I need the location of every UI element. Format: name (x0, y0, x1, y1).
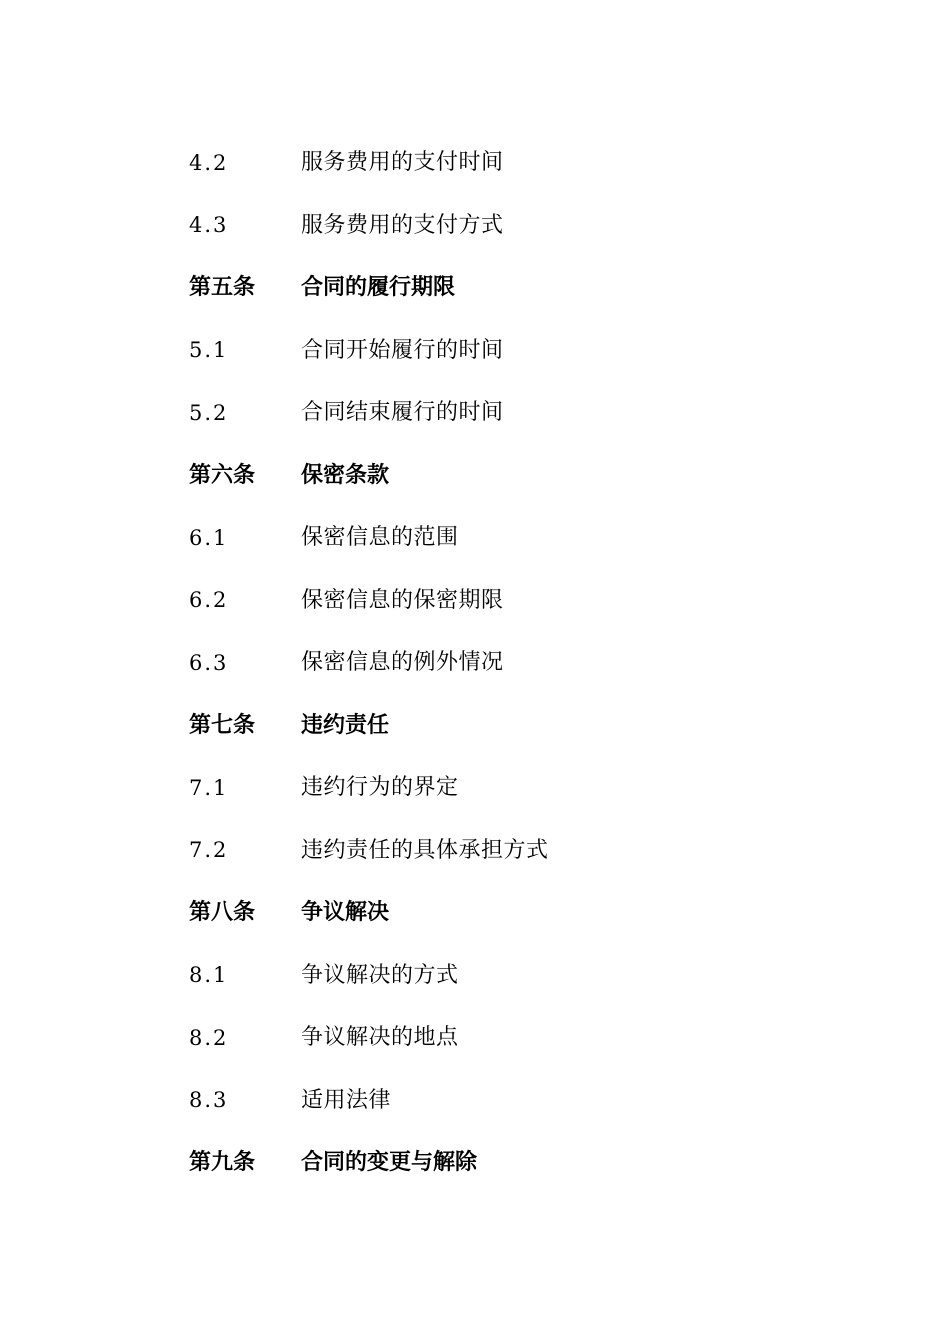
article-title: 争议解决 (301, 900, 390, 926)
item-title: 争议解决的方式 (301, 962, 459, 988)
outline-item-8-1 (189, 945, 829, 1008)
item-number: 4.3 (189, 213, 229, 238)
article-title: 合同的履行期限 (301, 275, 456, 301)
item-title: 服务费用的支付方式 (301, 212, 504, 238)
item-title: 合同开始履行的时间 (301, 337, 504, 363)
outline-item-4-2 (189, 132, 829, 195)
outline-item-6-3 (189, 632, 829, 695)
item-title: 适用法律 (301, 1087, 392, 1113)
outline-item-5-2 (189, 382, 829, 445)
item-number: 6.2 (189, 588, 229, 613)
article-number: 第九条 (189, 1150, 256, 1176)
outline-item-8-2 (189, 1007, 829, 1070)
outline-item-6-1 (189, 507, 829, 570)
article-number: 第八条 (189, 900, 256, 926)
article-number: 第七条 (189, 712, 256, 738)
outline-article-6 (189, 445, 829, 508)
outline-item-4-3 (189, 195, 829, 258)
item-title: 保密信息的保密期限 (301, 587, 504, 613)
item-title: 合同结束履行的时间 (301, 400, 504, 426)
item-number: 7.2 (189, 838, 229, 863)
item-title: 服务费用的支付时间 (301, 150, 504, 176)
item-title: 违约行为的界定 (301, 775, 459, 801)
item-number: 6.3 (189, 650, 229, 675)
article-title: 违约责任 (301, 712, 390, 738)
item-number: 7.1 (189, 775, 229, 800)
article-title: 合同的变更与解除 (301, 1150, 478, 1176)
contract-outline (189, 132, 829, 1195)
item-number: 8.2 (189, 1025, 229, 1050)
outline-article-9 (189, 1132, 829, 1195)
outline-article-7 (189, 695, 829, 758)
outline-item-6-2 (189, 570, 829, 633)
item-number: 4.2 (189, 150, 229, 175)
item-title: 保密信息的范围 (301, 525, 459, 551)
outline-article-5 (189, 257, 829, 320)
outline-article-8 (189, 882, 829, 945)
item-title: 保密信息的例外情况 (301, 650, 504, 676)
outline-item-5-1 (189, 320, 829, 383)
item-title: 争议解决的地点 (301, 1025, 459, 1051)
outline-item-7-1 (189, 757, 829, 820)
article-number: 第五条 (189, 275, 256, 301)
outline-item-8-3 (189, 1070, 829, 1133)
outline-item-7-2 (189, 820, 829, 883)
item-title: 违约责任的具体承担方式 (301, 837, 549, 863)
item-number: 6.1 (189, 525, 229, 550)
item-number: 8.1 (189, 963, 229, 988)
article-title: 保密条款 (301, 462, 390, 488)
item-number: 5.2 (189, 400, 229, 425)
item-number: 5.1 (189, 338, 229, 363)
item-number: 8.3 (189, 1088, 229, 1113)
article-number: 第六条 (189, 462, 256, 488)
